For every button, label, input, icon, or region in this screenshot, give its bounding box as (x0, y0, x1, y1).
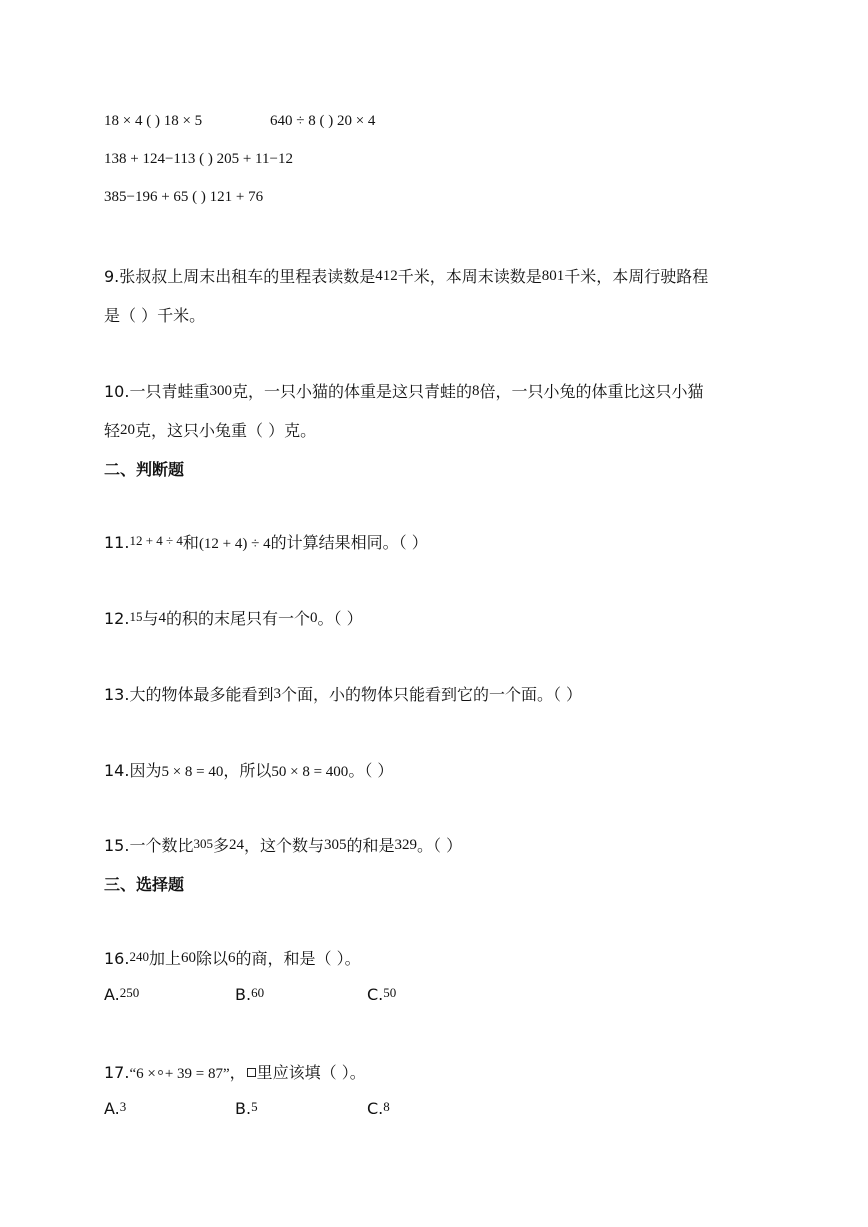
q16-number-2: 60 (180, 950, 196, 966)
option-value: 5 (251, 1099, 258, 1114)
q15-text-4: 的和是 (346, 836, 395, 855)
compare-row-2: 138 + 124−113 ( ) 205 + 11−12 (104, 151, 293, 167)
q15-text-2: 多 (212, 836, 229, 855)
option-label: B. (235, 1099, 252, 1118)
q11-expression-1: 12 + 4 ÷ 4 (129, 533, 183, 548)
question-10-line-2 (104, 418, 316, 441)
q10-text-1: 10.一只青蛙重 (104, 382, 210, 401)
q12-text-2: 与 (142, 609, 159, 628)
q9-text-1: 9.张叔叔上周末出租车的里程表读数是 (104, 267, 376, 286)
question-13 (104, 682, 582, 705)
q16-option-a[interactable] (104, 985, 139, 1004)
question-17 (104, 1060, 366, 1083)
q10-text-3: 倍，一只小兔的体重比这只小猫 (479, 382, 704, 401)
q10-number-3: 20 (120, 422, 136, 438)
q16-number-1: 240 (129, 949, 149, 964)
question-11 (104, 530, 428, 553)
section-3-title: 三、选择题 (104, 875, 185, 894)
option-label: A. (104, 985, 120, 1004)
q11-text-1: 11. (104, 533, 130, 552)
q10-number-2: 8 (471, 383, 480, 399)
q10-text-4: 轻 (104, 421, 121, 440)
q14-text-2: ，所以 (223, 761, 272, 780)
q12-number-1: 15 (129, 609, 143, 624)
question-16 (104, 946, 361, 969)
q12-number-2: 4 (158, 610, 166, 626)
option-value: 50 (383, 985, 397, 1000)
q11-text-2: 和 (182, 533, 199, 552)
q10-number-1: 300 (209, 383, 232, 399)
q14-text-3: 。（ ） (348, 761, 394, 780)
q9-text-2: 千米，本周末读数是 (397, 267, 542, 286)
q16-text-3: 除以 (195, 949, 228, 968)
q10-text-5: 克，这只小兔重（ ）克。 (135, 421, 317, 440)
q17-option-a[interactable] (104, 1099, 126, 1118)
compare-row-1b: 640 ÷ 8 ( ) 20 × 4 (270, 113, 376, 129)
option-label: C. (367, 985, 384, 1004)
q17-option-b[interactable] (235, 1099, 258, 1118)
q16-text-1: 16. (104, 949, 130, 968)
q15-text-5: 。（ ） (417, 836, 463, 855)
q17-expression-left: “6 × (129, 1066, 156, 1082)
question-15 (104, 833, 462, 856)
blank-dot-icon (158, 1070, 163, 1075)
q17-text-3: 里应该填（ ）。 (256, 1063, 366, 1082)
blank-box-icon (247, 1068, 256, 1077)
q16-text-4: 的商，和是（ ）。 (235, 949, 361, 968)
q14-text-1: 14.因为 (104, 761, 162, 780)
q15-number-1: 305 (193, 836, 213, 851)
q13-text-1: 13.大的物体最多能看到 (104, 685, 274, 704)
question-10-line-1 (104, 379, 703, 402)
option-label: B. (235, 985, 252, 1004)
q13-number-1: 3 (273, 686, 281, 702)
section-2-title: 二、判断题 (104, 460, 185, 479)
q12-text-1: 12. (104, 609, 130, 628)
question-14 (104, 758, 393, 781)
question-12 (104, 606, 363, 629)
q15-text-1: 15.一个数比 (104, 836, 194, 855)
question-9-line-1 (104, 264, 708, 287)
q11-text-3: 的计算结果相同。（ ） (270, 533, 428, 552)
compare-row-1a: 18 × 4 ( ) 18 × 5 (104, 113, 203, 129)
q16-text-2: 加上 (148, 949, 181, 968)
q17-text-1: 17. (104, 1063, 130, 1082)
q9-number-2: 801 (541, 268, 565, 284)
q11-expression-2: (12 + 4) ÷ 4 (198, 536, 271, 552)
compare-row-3: 385−196 + 65 ( ) 121 + 76 (104, 189, 264, 205)
option-label: A. (104, 1099, 120, 1118)
option-value: 8 (383, 1099, 390, 1114)
q9-text-3: 千米，本周行驶路程 (564, 267, 709, 286)
q15-text-3: ，这个数与 (243, 836, 324, 855)
q14-expression-2: 50 × 8 = 400 (271, 764, 349, 780)
option-value: 250 (119, 985, 140, 1000)
q12-text-4: 。（ ） (317, 609, 363, 628)
q9-number-1: 412 (375, 268, 398, 284)
q15-number-2: 24 (228, 837, 244, 853)
q16-number-3: 6 (227, 950, 236, 966)
q10-text-2: 克，一只小猫的体重是这只青蛙的 (231, 382, 472, 401)
q16-option-c[interactable] (367, 985, 396, 1004)
q13-text-2: 个面，小的物体只能看到它的一个面。（ ） (280, 685, 583, 704)
q17-text-2: ， (229, 1063, 246, 1082)
option-value: 3 (119, 1099, 127, 1114)
q12-number-3: 0 (309, 610, 318, 626)
q16-option-b[interactable] (235, 985, 264, 1004)
q17-expression-right: + 39 = 87” (164, 1066, 230, 1082)
q12-text-3: 的积的末尾只有一个 (165, 609, 310, 628)
q15-number-3: 305 (323, 837, 347, 853)
option-label: C. (367, 1099, 384, 1118)
q15-number-4: 329 (394, 837, 417, 853)
q17-option-c[interactable] (367, 1099, 390, 1118)
question-9-line-2: 是（ ）千米。 (104, 306, 206, 325)
q14-expression-1: 5 × 8 = 40 (161, 764, 224, 780)
option-value: 60 (251, 985, 265, 1000)
